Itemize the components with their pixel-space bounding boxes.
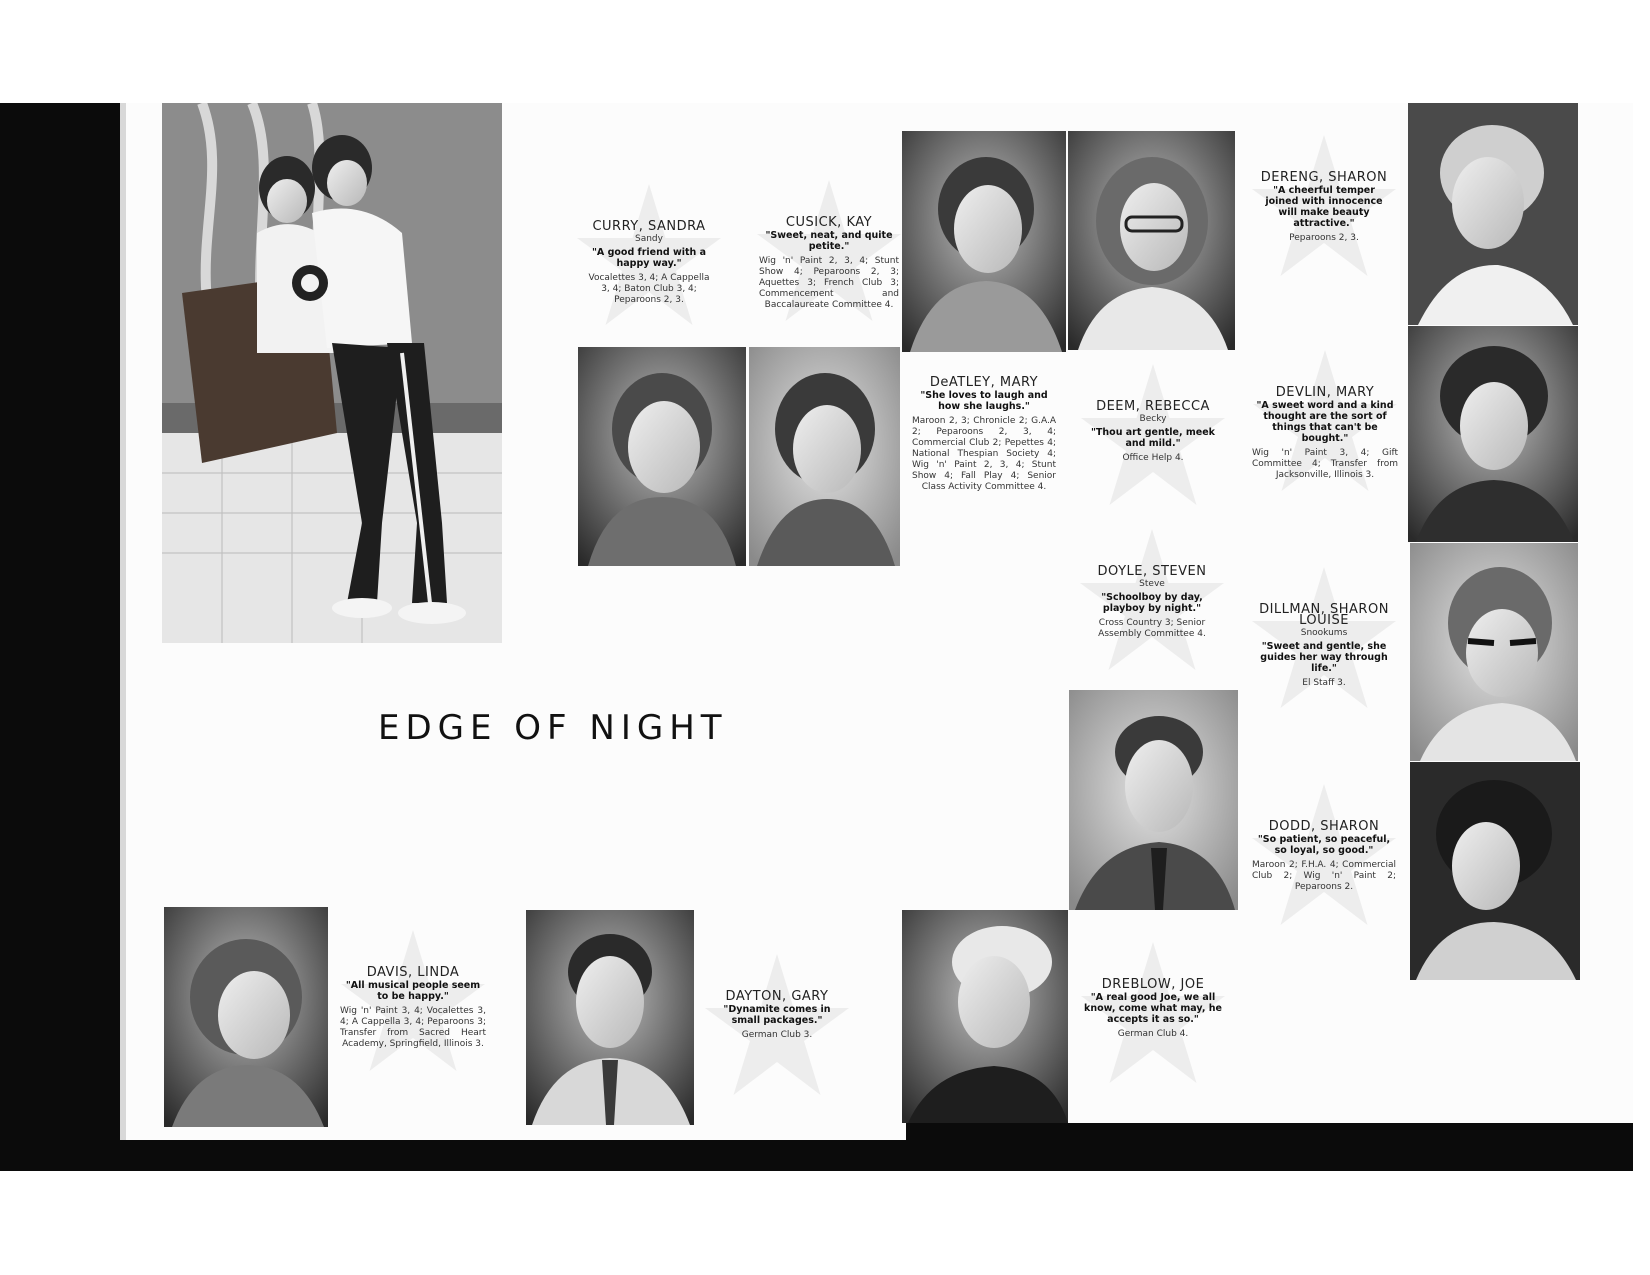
student-name: DREBLOW, JOE bbox=[1101, 977, 1205, 992]
page-headline: EDGE OF NIGHT bbox=[378, 708, 728, 748]
student-name: CURRY, SANDRA bbox=[592, 219, 706, 234]
student-activities: German Club 4. bbox=[1117, 1029, 1189, 1039]
portrait-dodd-sharon bbox=[1410, 762, 1580, 980]
student-quote: "Dynamite comes in small packages." bbox=[723, 1004, 831, 1026]
student-name: DILLMAN, SHARON LOUISE bbox=[1259, 602, 1389, 628]
student-entry-cusick-kay bbox=[759, 217, 899, 311]
student-activities: Wig 'n' Paint 2, 3, 4; Stunt Show 4; Peparoons 2, 3; Aquettes 3; French Club 3; Commencement and Baccalaureate Committee 4. bbox=[759, 256, 899, 310]
student-nickname: Becky bbox=[1139, 414, 1167, 424]
student-quote: "All musical people seem to be happy." bbox=[345, 980, 481, 1002]
cheerleaders-photo bbox=[162, 103, 502, 643]
student-quote: "Schoolboy by day, playboy by night." bbox=[1101, 592, 1203, 614]
student-quote: "A real good Joe, we all know, come what may, he accepts it as so." bbox=[1084, 992, 1222, 1025]
student-entry-dereng-sharon bbox=[1256, 172, 1392, 244]
student-name: DERENG, SHARON bbox=[1260, 170, 1388, 185]
student-entry-dillman-sharon bbox=[1252, 604, 1396, 689]
student-activities: El Staff 3. bbox=[1302, 678, 1346, 688]
student-quote: "A good friend with a happy way." bbox=[591, 247, 706, 269]
portrait-dillman-sharon bbox=[1410, 543, 1578, 761]
student-name: DEEM, REBECCA bbox=[1096, 399, 1210, 414]
student-activities: German Club 3. bbox=[741, 1030, 813, 1040]
student-nickname: Sandy bbox=[635, 234, 663, 244]
student-entry-deatley-mary bbox=[912, 377, 1056, 493]
student-activities: Wig 'n' Paint 3, 4; Vocalettes 3, 4; A Cappella 3, 4; Peparoons 3; Transfer from Sacred Heart Academy, Springfield, Illinois 3. bbox=[340, 1006, 486, 1049]
student-activities: Wig 'n' Paint 3, 4; Gift Committee 4; Transfer from Jacksonville, Illinois 3. bbox=[1252, 448, 1398, 480]
star-watermark-icon bbox=[702, 951, 852, 1101]
student-name: DAYTON, GARY bbox=[725, 989, 829, 1004]
student-entry-deem-rebecca bbox=[1090, 401, 1216, 464]
student-name: CUSICK, KAY bbox=[785, 215, 873, 230]
student-name: DAVIS, LINDA bbox=[366, 965, 460, 980]
student-name: DODD, SHARON bbox=[1268, 819, 1380, 834]
student-quote: "A sweet word and a kind thought are the sort of things that can't be bought." bbox=[1256, 400, 1394, 444]
student-quote: "So patient, so peaceful, so loyal, so good." bbox=[1257, 834, 1391, 856]
student-name: DeATLEY, MARY bbox=[929, 375, 1039, 390]
student-quote: "Sweet and gentle, she guides her way through life." bbox=[1260, 641, 1388, 674]
student-nickname: Steve bbox=[1139, 579, 1165, 589]
portrait-doyle-steven bbox=[1069, 690, 1238, 910]
student-quote: "A cheerful temper joined with innocence will make beauty attractive." bbox=[1265, 185, 1383, 229]
portrait-dereng-sharon bbox=[1408, 103, 1578, 325]
student-quote: "Thou art gentle, meek and mild." bbox=[1090, 427, 1215, 449]
student-entry-doyle-steven bbox=[1084, 566, 1220, 640]
student-entry-dreblow-joe bbox=[1078, 979, 1228, 1040]
student-activities: Maroon 2, 3; Chronicle 2; G.A.A 2; Peparoons 2, 3, 4; Commercial Club 2; Pepettes 4; National Thespian Society 4; Wig 'n' Paint 2, 3, 4; Stunt Show 4; Fall Play 4; Senior Class Activity Committee 4. bbox=[912, 416, 1056, 492]
star-watermark-icon bbox=[1249, 781, 1399, 931]
student-entry-davis-linda bbox=[340, 967, 486, 1050]
student-activities: Vocalettes 3, 4; A Cappella 3, 4; Baton Club 3, 4; Peparoons 2, 3. bbox=[588, 273, 710, 305]
portrait-davis-linda bbox=[164, 907, 328, 1127]
page-edge bbox=[1633, 103, 1650, 1171]
student-activities: Cross Country 3; Senior Assembly Committee 4. bbox=[1098, 618, 1206, 639]
student-entry-dodd-sharon bbox=[1252, 821, 1396, 893]
student-activities: Maroon 2; F.H.A. 4; Commercial Club 2; Wig 'n' Paint 2; Peparoons 2. bbox=[1252, 860, 1396, 892]
student-activities: Office Help 4. bbox=[1122, 453, 1184, 463]
portrait-dayton-gary bbox=[526, 910, 694, 1125]
portrait-dreblow-joe bbox=[902, 910, 1068, 1123]
portrait-deem-rebecca bbox=[1068, 131, 1235, 350]
portrait-cusick-kay bbox=[749, 347, 900, 566]
star-watermark-icon bbox=[338, 927, 488, 1077]
student-quote: "She loves to laugh and how she laughs." bbox=[920, 390, 1048, 412]
student-quote: "Sweet, neat, and quite petite." bbox=[765, 230, 893, 252]
student-name: DEVLIN, MARY bbox=[1275, 385, 1375, 400]
student-entry-curry-sandra bbox=[586, 221, 712, 306]
student-nickname: Snookums bbox=[1300, 628, 1348, 638]
student-entry-dayton-gary bbox=[712, 991, 842, 1041]
star-watermark-icon bbox=[1249, 564, 1399, 714]
student-entry-devlin-mary bbox=[1252, 387, 1398, 481]
portrait-deatley-mary bbox=[902, 131, 1066, 352]
student-activities: Peparoons 2, 3. bbox=[1289, 233, 1359, 243]
student-name: DOYLE, STEVEN bbox=[1097, 564, 1207, 579]
portrait-curry-sandra bbox=[578, 347, 746, 566]
portrait-devlin-mary bbox=[1408, 326, 1578, 542]
